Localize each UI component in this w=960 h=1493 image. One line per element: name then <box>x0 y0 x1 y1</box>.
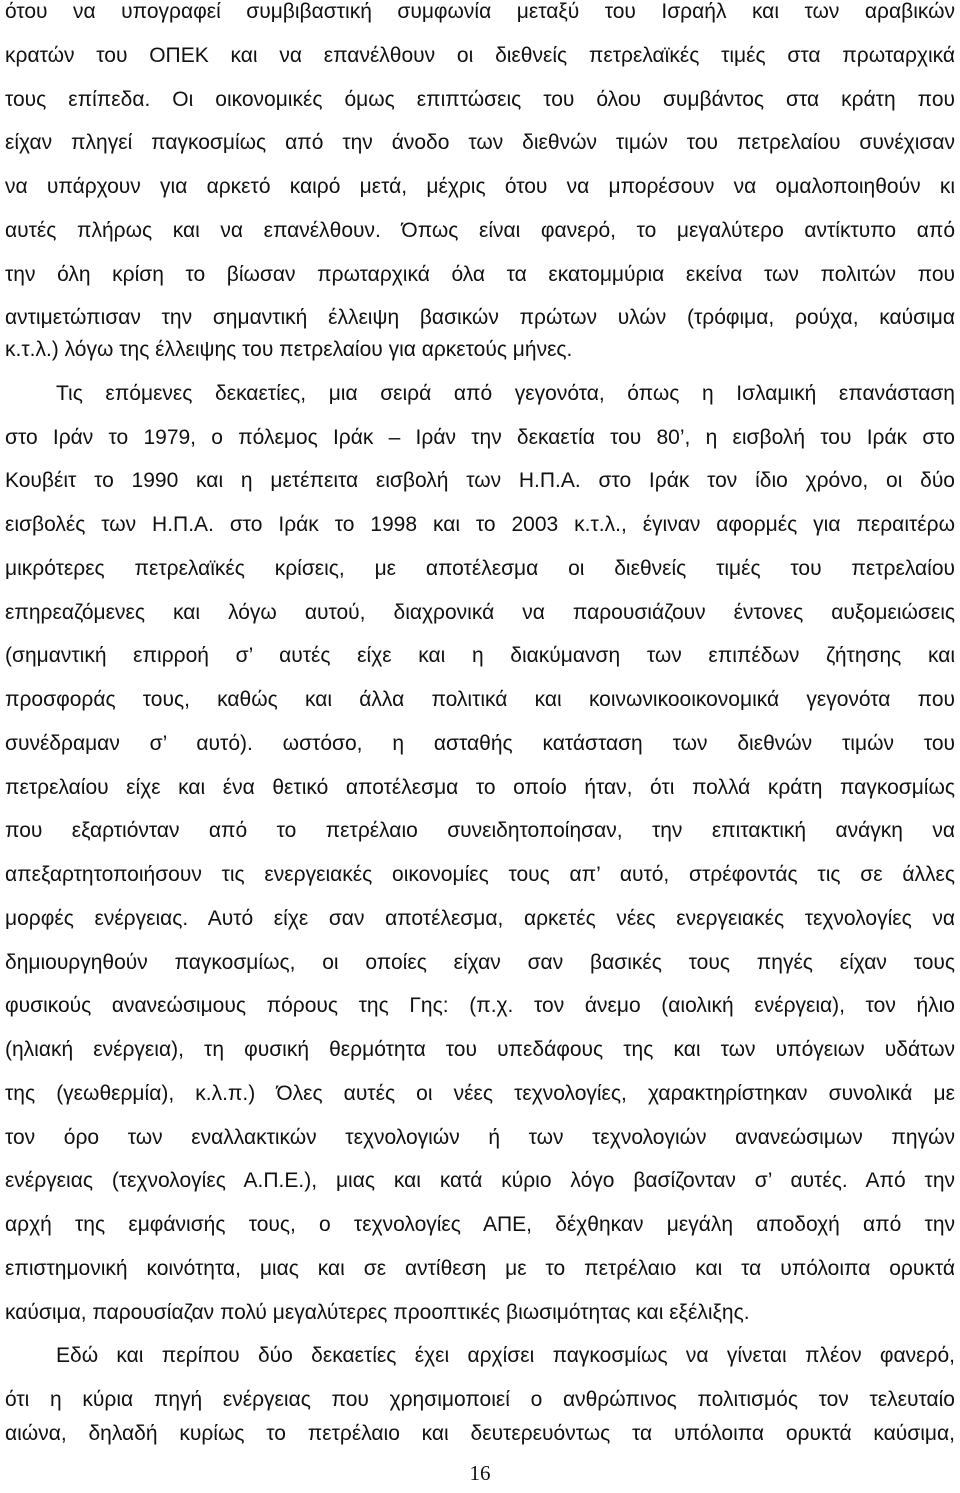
text-line: πετρελαίου είχε και ένα θετικό αποτέλεσμα το οποίο ήταν, ότι πολλά κράτη παγκοσμίως <box>5 776 955 799</box>
text-line: ενέργειας (τεχνολογίες Α.Π.Ε.), μιας και κατά κύριο λόγο βασίζονταν σ’ αυτές. Από την <box>5 1169 955 1192</box>
text-line: μικρότερες πετρελαϊκές κρίσεις, με αποτέλεσμα οι διεθνείς τιμές του πετρελαίου <box>5 557 955 580</box>
text-line: δημιουργηθούν παγκοσμίως, οι οποίες είχαν σαν βασικές τους πηγές είχαν τους <box>5 951 955 974</box>
text-line: μορφές ενέργειας. Αυτό είχε σαν αποτέλεσμα, αρκετές νέες ενεργειακές τεχνολογίες να <box>5 907 955 930</box>
text-line: ότι η κύρια πηγή ενέργειας που χρησιμοποιεί ο ανθρώπινος πολιτισμός τον τελευταίο <box>5 1388 955 1411</box>
text-line: τους επίπεδα. Οι οικονομικές όμως επιπτώσεις του όλου συμβάντος στα κράτη που <box>5 88 955 111</box>
text-line: την όλη κρίση το βίωσαν πρωταρχικά όλα τα εκατομμύρια εκείνα των πολιτών που <box>5 263 955 286</box>
text-line: τον όρο των εναλλακτικών τεχνολογιών ή των τεχνολογιών ανανεώσιμων πηγών <box>5 1126 955 1149</box>
text-line: είχαν πληγεί παγκοσμίως από την άνοδο των διεθνών τιμών του πετρελαίου συνέχισαν <box>5 131 955 154</box>
text-line: (σημαντική επιρροή σ’ αυτές είχε και η διακύμανση των επιπέδων ζήτησης και <box>5 644 955 667</box>
text-line: αυτές πλήρως και να επανέλθουν. Όπως είναι φανερό, το μεγαλύτερο αντίκτυπο από <box>5 219 955 242</box>
text-line: να υπάρχουν για αρκετό καιρό μετά, μέχρις ότου να μπορέσουν να ομαλοποιηθούν κι <box>5 175 955 198</box>
text-line: κρατών του ΟΠΕΚ και να επανέλθουν οι διεθνείς πετρελαϊκές τιμές στα πρωταρχικά <box>5 44 955 67</box>
text-line: επιστημονική κοινότητα, μιας και σε αντίθεση με το πετρέλαιο και τα υπόλοιπα ορυκτά <box>5 1257 955 1280</box>
text-line: αιώνα, δηλαδή κυρίως το πετρέλαιο και δευτερευόντως τα υπόλοιπα ορυκτά καύσιμα, <box>5 1422 955 1445</box>
text-line: καύσιμα, παρουσίαζαν πολύ μεγαλύτερες προοπτικές βιωσιμότητας και εξέλιξης. <box>5 1301 750 1324</box>
text-line: Εδώ και περίπου δύο δεκαετίες έχει αρχίσει παγκοσμίως να γίνεται πλέον φανερό, <box>56 1344 955 1367</box>
text-line: Κουβέιτ το 1990 και η μετέπειτα εισβολή των Η.Π.Α. στο Ιράκ τον ίδιο χρόνο, οι δύο <box>5 469 955 492</box>
text-line: φυσικούς ανανεώσιμους πόρους της Γης: (π.χ. τον άνεμο (αιολική ενέργεια), τον ήλιο <box>5 994 955 1017</box>
text-line: (ηλιακή ενέργεια), τη φυσική θερμότητα του υπεδάφους της και των υπόγειων υδάτων <box>5 1038 955 1061</box>
text-line: εισβολές των Η.Π.Α. στο Ιράκ το 1998 και το 2003 κ.τ.λ., έγιναν αφορμές για περαιτέρω <box>5 513 955 536</box>
text-line: της (γεωθερμία), κ.λ.π.) Όλες αυτές οι νέες τεχνολογίες, χαρακτηρίστηκαν συνολικά με <box>5 1082 955 1105</box>
text-line: κ.τ.λ.) λόγω της έλλειψης του πετρελαίου για αρκετούς μήνες. <box>5 338 573 361</box>
text-line: απεξαρτητοποιήσουν τις ενεργειακές οικονομίες τους απ’ αυτό, στρέφοντάς τις σε άλλες <box>5 863 955 886</box>
text-line: που εξαρτιόνταν από το πετρέλαιο συνειδητοποίησαν, την επιτακτική ανάγκη να <box>5 819 955 842</box>
text-line: προσφοράς τους, καθώς και άλλα πολιτικά και κοινωνικοοικονομικά γεγονότα που <box>5 688 955 711</box>
text-line: στο Ιράν το 1979, ο πόλεμος Ιράκ – Ιράν την δεκαετία του 80’, η εισβολή του Ιράκ στο <box>5 426 955 449</box>
page-number: 16 <box>469 1461 491 1485</box>
text-line: αντιμετώπισαν την σημαντική έλλειψη βασικών πρώτων υλών (τρόφιμα, ρούχα, καύσιμα <box>5 306 955 329</box>
text-line: αρχή της εμφάνισής τους, ο τεχνολογίες ΑΠΕ, δέχθηκαν μεγάλη αποδοχή από την <box>5 1213 955 1236</box>
text-line: Τις επόμενες δεκαετίες, μια σειρά από γεγονότα, όπως η Ισλαμική επανάσταση <box>56 382 955 405</box>
text-line: ότου να υπογραφεί συμβιβαστική συμφωνία μεταξύ του Ισραήλ και των αραβικών <box>5 0 955 23</box>
text-line: επηρεαζόμενες και λόγω αυτού, διαχρονικά να παρουσιάζουν έντονες αυξομειώσεις <box>5 601 955 624</box>
text-line: συνέδραμαν σ’ αυτό). ωστόσο, η ασταθής κατάσταση των διεθνών τιμών του <box>5 732 955 755</box>
